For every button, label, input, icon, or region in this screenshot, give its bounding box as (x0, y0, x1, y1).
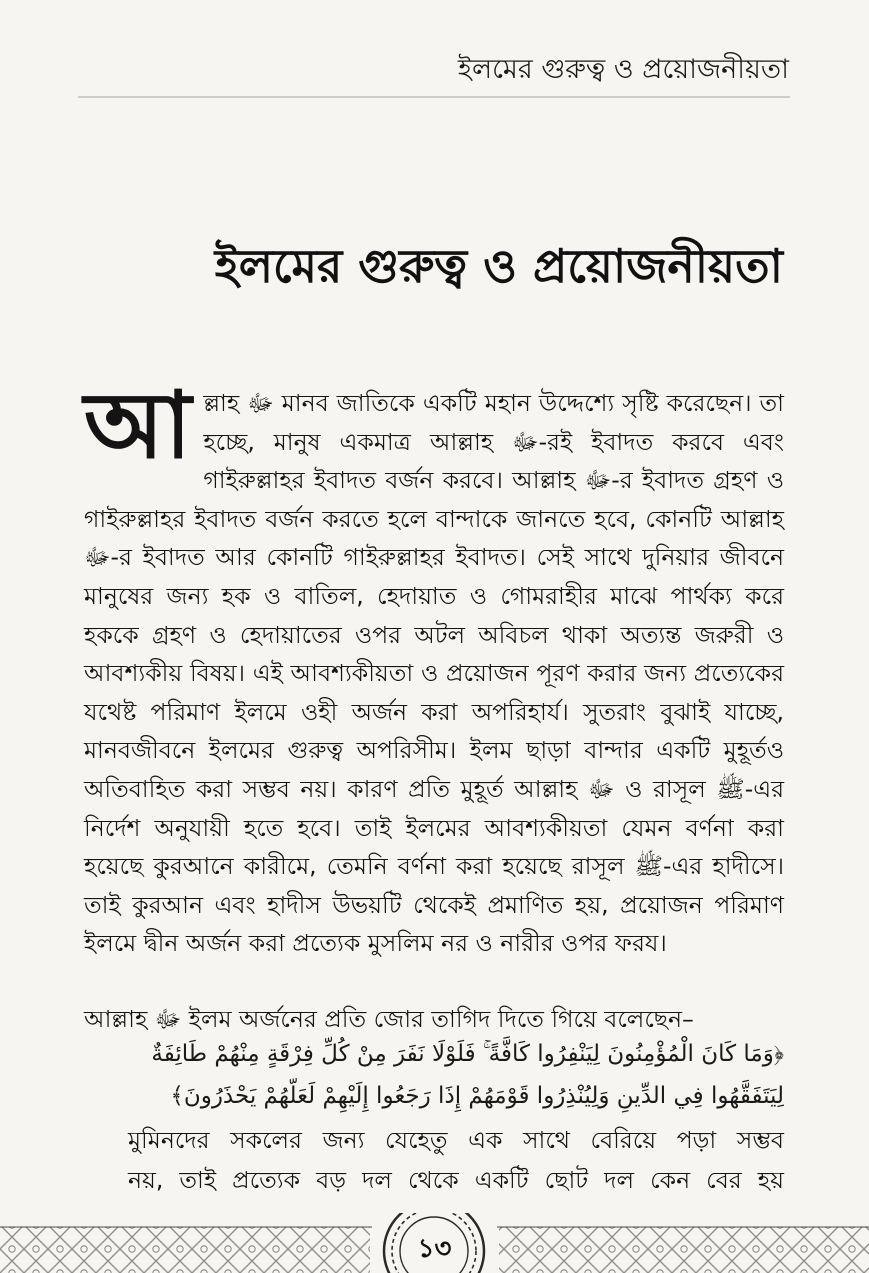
paragraph-intro (84, 371, 785, 963)
quran-verse-line-2: لِيَتَفَقَّهُوا فِي الدِّينِ وَلِيُنْذِرُوا قَوْمَهُمْ إِذَا رَجَعُوا إِلَيْهِمْ لَعَلَّهُمْ يَحْذَرُونَ﴾ (170, 1083, 784, 1109)
chapter-title: ইলমের গুরুত্ব ও প্রয়োজনীয়তা (214, 239, 783, 293)
running-header: ইলমের গুরুত্ব ও প্রয়োজনীয়তা (457, 54, 789, 85)
verse-translation-line-2: নয়, তাই প্রত্যেক বড় দল থেকে একটি ছোট দল কেন বের হয় (128, 1166, 784, 1194)
page-number: ১৩ (417, 1234, 452, 1264)
paragraph-quran-intro: আল্লাহ ﷻ ইলম অর্জনের প্রতি জোর তাগিদ দিতে গিয়ে বলেছেন– (84, 1005, 694, 1033)
verse-translation-line-1: মুমিনদের সকলের জন্য যেহেতু এক সাথে বেরিয়ে পড়া সম্ভব (128, 1126, 784, 1154)
verse-translation (128, 1120, 784, 1200)
paragraph-intro-text: ল্লাহ ﷻ মানব জাতিকে একটি মহান উদ্দেশ্যে সৃষ্টি করেছেন। তা হচ্ছে, মানুষ একমাত্র আল্লাহ ﷻ-রই ইবাদত করবে এবং গাইরুল্লাহর ইবাদত বর্জন করবে। আল্লাহ ﷻ-র ইবাদত গ্রহণ ও গাইরুল্লাহর ইবাদত বর্জন করতে হলে বান্দাকে জানতে হবে, কোনটি আল্লাহ ﷻ-র ইবাদত আর কোনটি গাইরুল্লাহর ইবাদত। সেই সাথে দুনিয়ার জীবনে মানুষের জন্য হক ও বাতিল, হেদায়াত ও গোমরাহীর মাঝে পার্থক্য করে হককে গ্রহণ ও হেদায়াতের ওপর অটল অবিচল থাকা অত্যন্ত জরুরী ও আবশ্যকীয় বিষয়। এই আবশ্যকীয়তা ও প্রয়োজন পূরণ করার জন্য প্রত্যেকের যথেষ্ট পরিমাণ ইলমে ওহী অর্জন করা অপরিহার্য। সুতরাং বুঝাই যাচ্ছে, মানবজীবনে ইলমের গুরুত্ব অপরিসীম। ইলম ছাড়া বান্দার একটি মুহূর্তও অতিবাহিত করা সম্ভব নয়। কারণ প্রতি মুহূর্ত আল্লাহ ﷻ ও রাসূল ﷺ-এর নির্দেশ অনুযায়ী হতে হবে। তাই ইলমের আবশ্যকীয়তা যেমন বর্ণনা করা হয়েছে কুরআনে কারীমে, তেমনি বর্ণনা করা হয়েছে রাসূল ﷺ-এর হাদীসে। তাই কুরআন এবং হাদীস উভয়টি থেকেই প্রমাণিত হয়, প্রয়োজন পরিমাণ ইলমে দ্বীন অর্জন করা প্রত্যেক মুসলিম নর ও নারীর ওপর ফরয। (84, 389, 785, 958)
dropcap-letter: আ (84, 371, 192, 479)
header-divider (78, 96, 790, 98)
quran-verse-line-1: ﴿وَمَا كَانَ الْمُؤْمِنُونَ لِيَنْفِرُوا كَافَّةً ۚ فَلَوْلَا نَفَرَ مِنْ كُلِّ فِرْقَةٍ مِنْهُمْ طَائِفَةٌ (151, 1041, 784, 1067)
